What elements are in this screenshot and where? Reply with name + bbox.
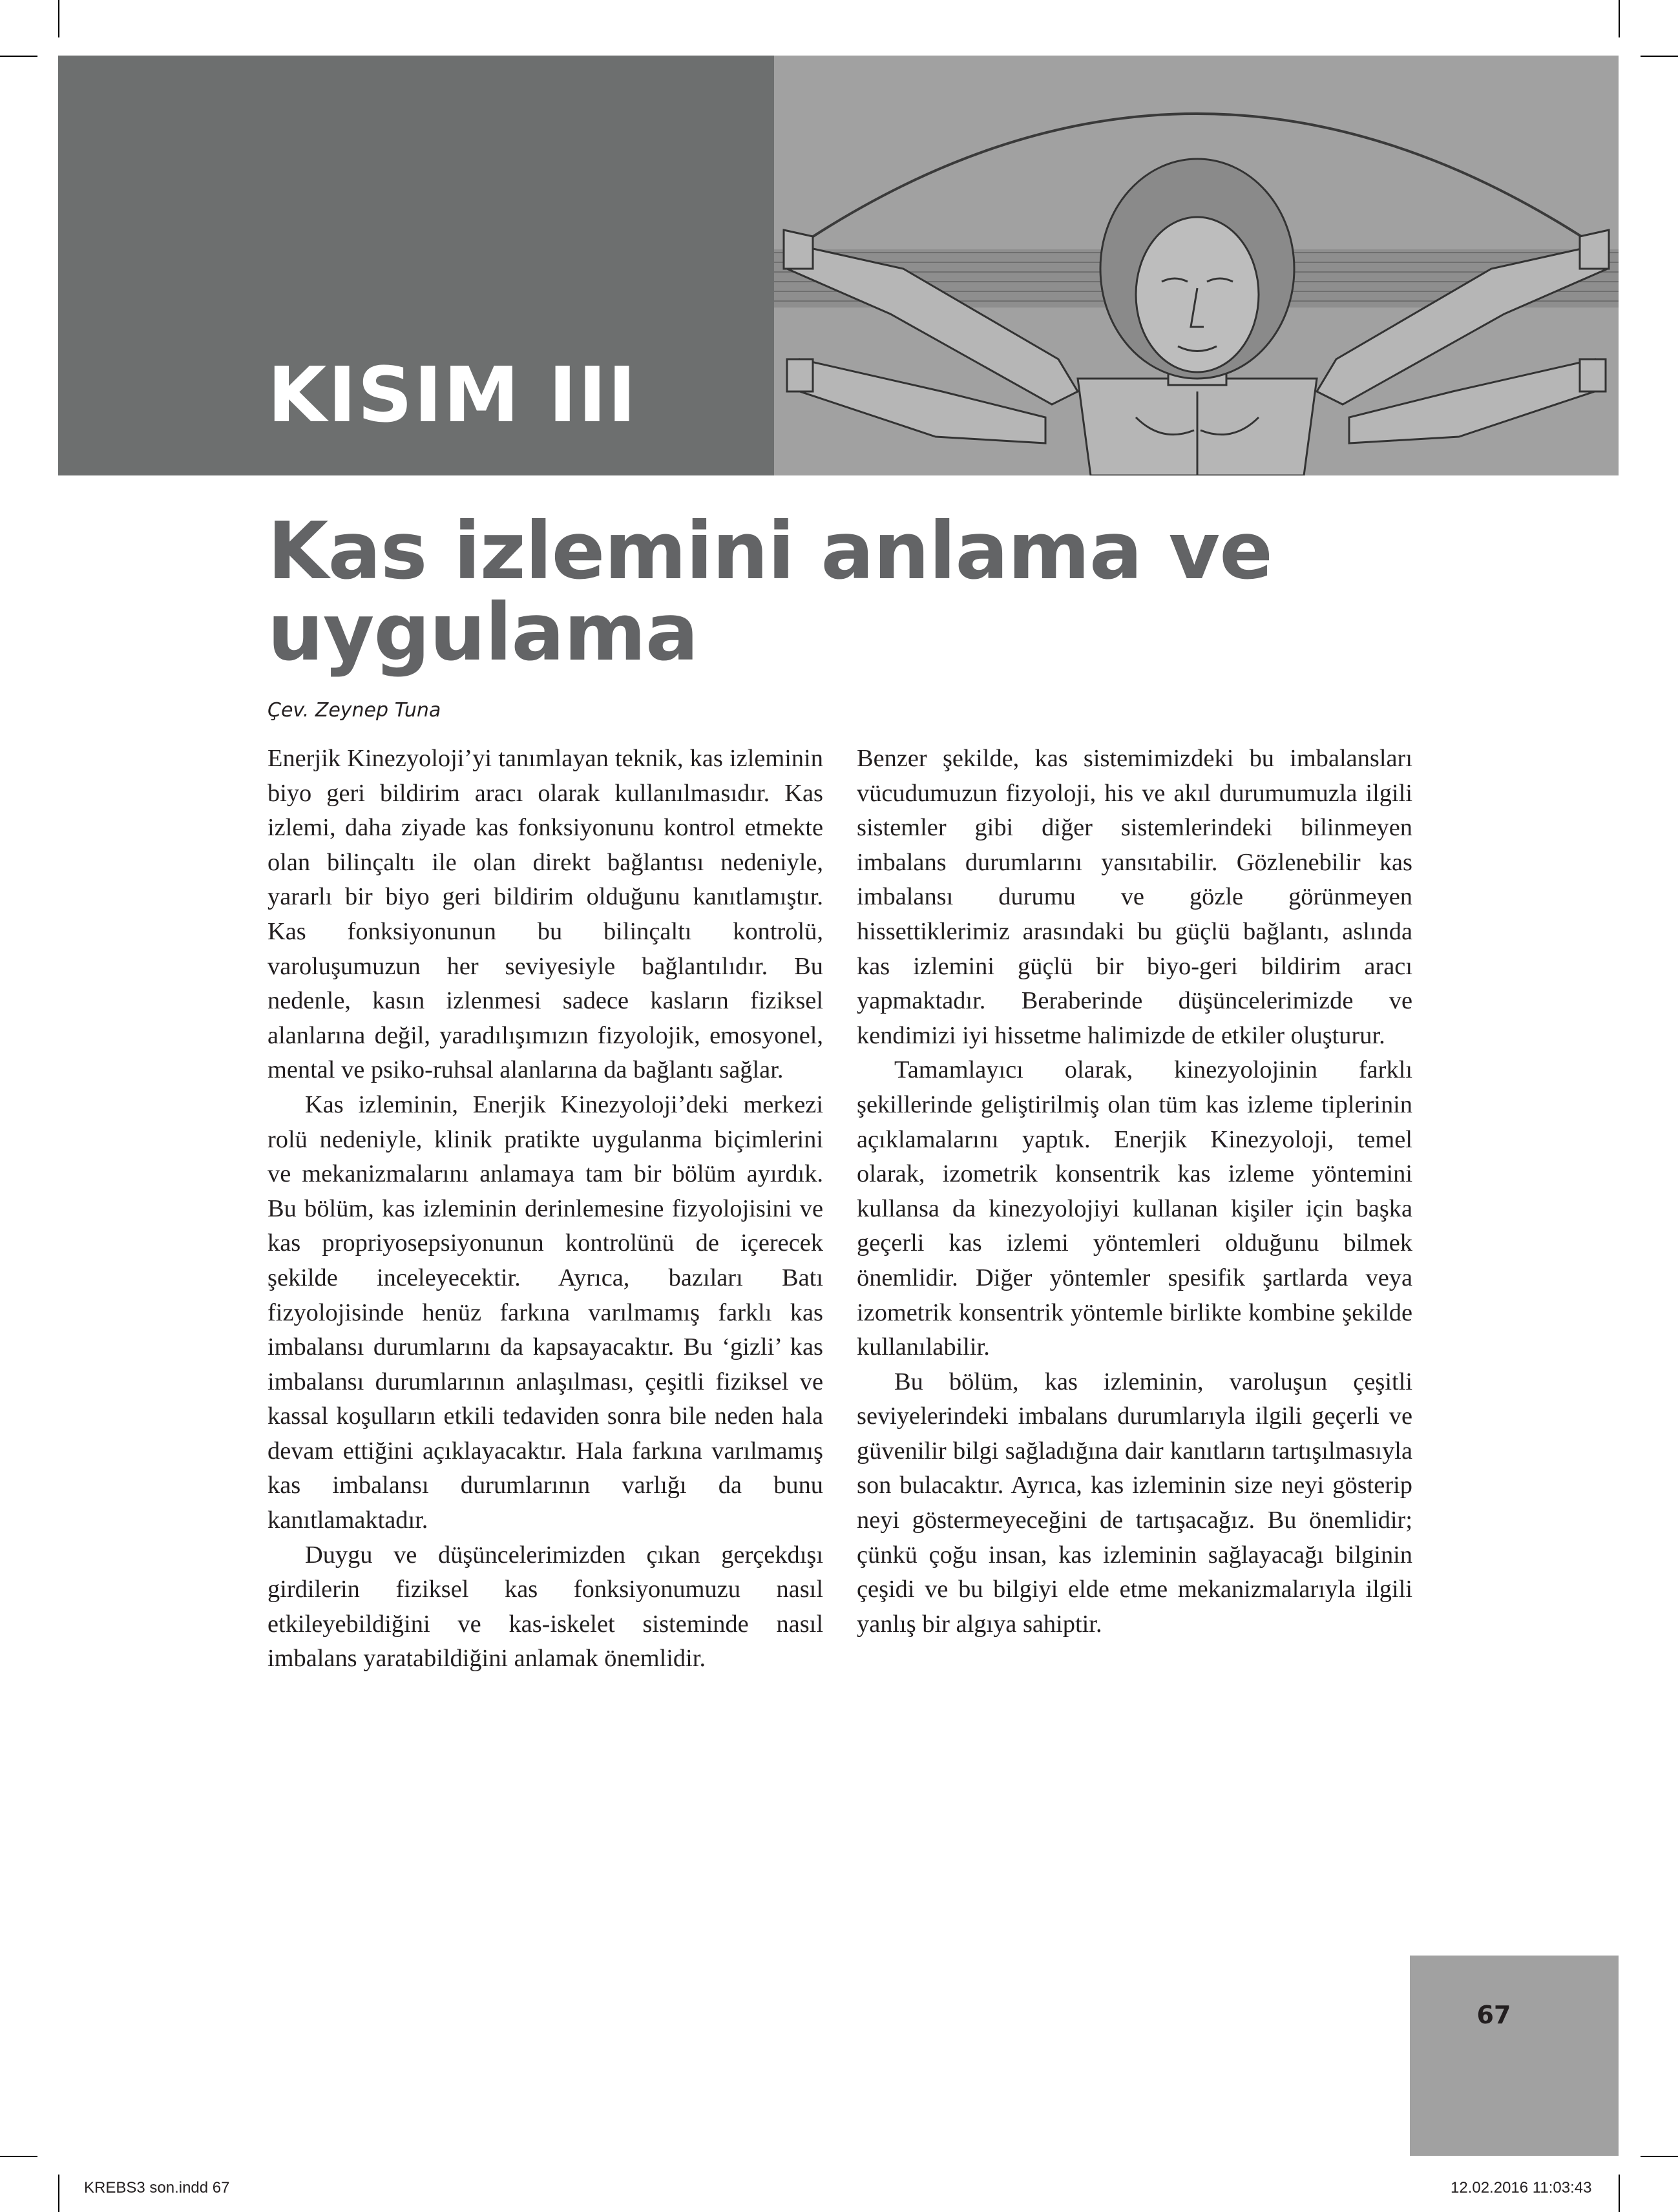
crop-mark <box>1619 2175 1620 2212</box>
translator-credit: Çev. Zeynep Tuna <box>267 699 441 722</box>
crop-mark <box>58 2175 59 2212</box>
chapter-title: Kas izlemini anlama ve uygulama <box>267 505 1272 678</box>
crop-mark <box>0 2156 37 2157</box>
vitruvian-figure-icon <box>774 56 1619 475</box>
page-number-tab <box>1410 1956 1619 2156</box>
crop-mark <box>1641 56 1678 57</box>
crop-mark <box>0 56 37 57</box>
body-column-left <box>267 742 823 1676</box>
crop-mark <box>58 0 59 37</box>
paragraph: Bu bölüm, kas izleminin, varoluşun çeşitli seviyelerindeki imbalans durumlarıyla ilgili geçerli ve güvenilir bilgi sağladığına dair kanıtların tartışılmasıyla son bulacaktır. Ayrıca, kas izleminin size neyi gösterip neyi göstermeyeceğini de tartışacağız. Bu önemlidir; çünkü çoğu insan, kas izleminin sağlayacağı bilginin çeşidi ve bu bilgiyi elde etme mekanizmalarıyla ilgili yanlış bir algıya sahiptir. <box>857 1368 1412 1638</box>
file-slug: KREBS3 son.indd 67 <box>84 2179 230 2196</box>
body-column-right <box>857 742 1412 1642</box>
crop-mark <box>1619 0 1620 37</box>
paragraph: Tamamlayıcı olarak, kinezyolojinin farklı şekillerinde geliştirilmiş olan tüm kas izleme tiplerinin açıklamalarını yaptık. Enerjik Kinezyoloji, temel olarak, izometrik konsentrik kas izleme yöntemini kullansa da kinezyolojiyi kullanan kişiler için başka geçerli kas izlemi yöntemleri olduğunu bilmek önemlidir. Diğer yöntemler spesifik şartlarda veya izometrik konsentrik yöntemle birlikte kombine şekilde kullanılabilir. <box>857 1056 1412 1361</box>
paragraph: Duygu ve düşüncelerimizden çıkan gerçekdışı girdilerin fiziksel kas fonksiyonumuzu nasıl etkileyebildiğini ve kas-iskelet sisteminde nasıl imbalans yaratabildiğini anlamak önemlidir. <box>267 1541 823 1673</box>
paragraph: Enerjik Kinezyoloji’yi tanımlayan teknik, kas izleminin biyo geri bildirim aracı olarak kullanılmasıdır. Kas izlemi, daha ziyade kas fonksiyonunu kontrol etmekte olan bilinçaltı ile olan direkt bağlantısı nedeniyle, yararlı bir biyo geri bildirim olduğunu kanıtlamıştır. Kas fonksiyonunun bu bilinçaltı kontrolü, varoluşumuzun her seviyesiyle bağlantılıdır. Bu nedenle, kasın izlenmesi sadece kasların fiziksel alanlarına değil, yaradılışımızın fizyolojik, emosyonel, mental ve psiko-ruhsal alanlarına da bağlantı sağlar. <box>267 745 823 1084</box>
part-title: KISIM III <box>267 350 638 439</box>
vitruvian-figure-illustration <box>774 56 1619 475</box>
paragraph: Benzer şekilde, kas sistemimizdeki bu imbalansları vücudumuzun fizyoloji, his ve akıl durumumuzla ilgili sistemler gibi diğer sistemlerindeki bilinmeyen imbalans durumlarını yansıtabilir. Gözlenebilir kas imbalansı durumu ve gözle görünmeyen hissettiklerimiz arasındaki bu güçlü bağlantı, aslında kas izlemini güçlü bir biyo-geri bildirim aracı yapmaktadır. Beraberinde düşüncelerimizde ve kendimizi iyi hissetme halimizde de etkiler oluşturur. <box>857 745 1412 1049</box>
page-number: 67 <box>1476 2001 1511 2029</box>
crop-mark <box>1641 2156 1678 2157</box>
print-timestamp: 12.02.2016 11:03:43 <box>1451 2179 1592 2196</box>
paragraph: Kas izleminin, Enerjik Kinezyoloji’deki merkezi rolü nedeniyle, klinik pratikte uygulanma biçimlerini ve mekanizmalarını anlamaya tam bir bölüm ayırdık. Bu bölüm, kas izleminin derinlemesine fizyolojisini ve kas propriyosepsiyonunun kontrolünü de içerecek şekilde inceleyecektir. Ayrıca, bazıları Batı fizyolojisinde henüz farkına varılmamış farklı kas imbalansı durumlarını da kapsayacaktır. Bu ‘gizli’ kas imbalansı durumlarının anlaşılması, çeşitli fiziksel ve kassal koşulların etkili tedaviden sonra bile neden hala devam ettiğini açıklayacaktır. Hala farkına varılmamış kas imbalansı durumlarının varlığı da bunu kanıtlamaktadır. <box>267 1090 823 1534</box>
